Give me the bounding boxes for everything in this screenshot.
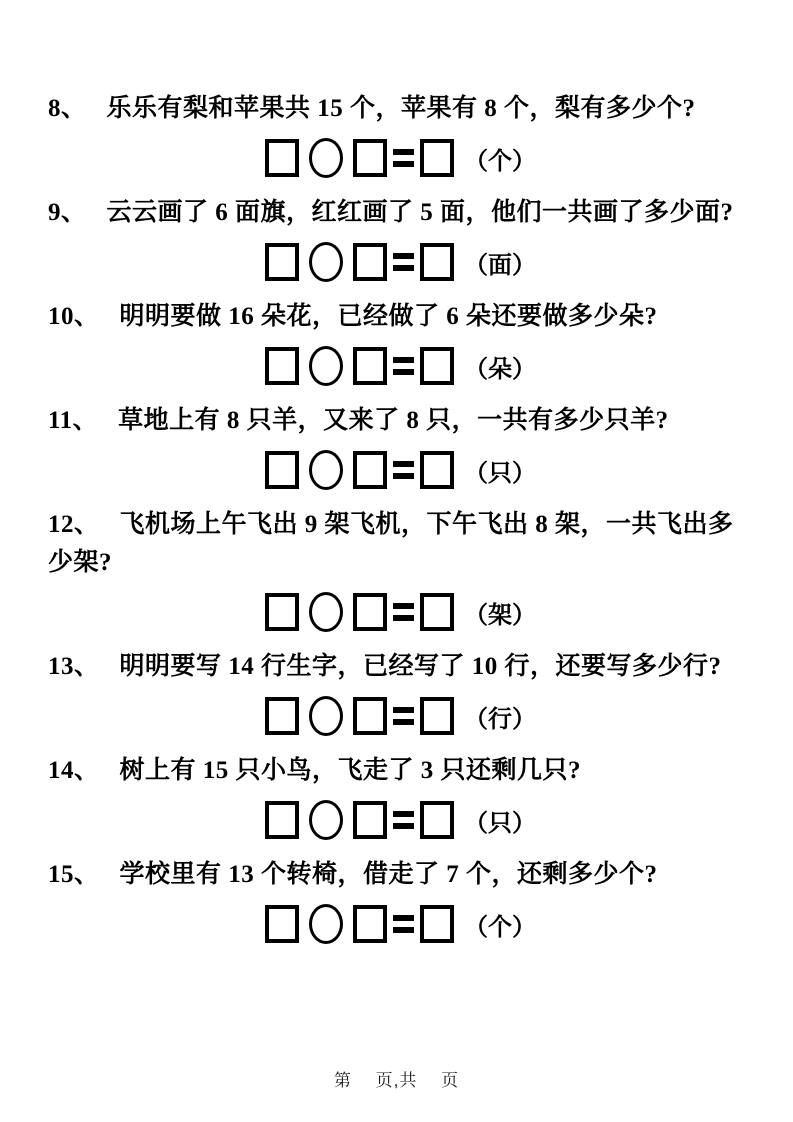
question-line <box>48 194 753 232</box>
equals-sign <box>393 811 414 829</box>
result-box[interactable] <box>420 697 454 735</box>
question-item <box>48 856 753 946</box>
unit-label: （只） <box>464 810 536 837</box>
operator-circle[interactable] <box>309 904 343 944</box>
answer-box-second[interactable] <box>353 801 387 839</box>
operator-circle[interactable] <box>309 346 343 386</box>
equals-sign <box>393 253 414 271</box>
answer-box-first[interactable] <box>265 697 299 735</box>
answer-box-first[interactable] <box>265 801 299 839</box>
answer-box-second[interactable] <box>353 593 387 631</box>
answer-box-first[interactable] <box>265 593 299 631</box>
question-number: 12、 <box>48 511 100 538</box>
unit-label: （个） <box>464 148 536 175</box>
answer-box-second[interactable] <box>353 697 387 735</box>
answer-equation <box>48 448 753 492</box>
question-item <box>48 648 753 738</box>
result-box[interactable] <box>420 243 454 281</box>
question-line <box>48 506 753 582</box>
answer-box-second[interactable] <box>353 905 387 943</box>
question-line <box>48 856 753 894</box>
answer-box-second[interactable] <box>353 451 387 489</box>
question-item <box>48 506 753 634</box>
question-text: 飞机场上午飞出 9 架飞机，下午飞出 8 架，一共飞出多少架? <box>48 511 734 576</box>
question-line <box>48 402 753 440</box>
result-box[interactable] <box>420 593 454 631</box>
equals-sign <box>393 707 414 725</box>
unit-label: （只） <box>464 460 536 487</box>
operator-circle[interactable] <box>309 696 343 736</box>
answer-box-first[interactable] <box>265 905 299 943</box>
answer-box-first[interactable] <box>265 451 299 489</box>
result-box[interactable] <box>420 801 454 839</box>
answer-box-first[interactable] <box>265 347 299 385</box>
result-box[interactable] <box>420 347 454 385</box>
question-number: 10、 <box>48 303 100 330</box>
answer-box-first[interactable] <box>265 243 299 281</box>
question-item <box>48 402 753 492</box>
question-line <box>48 298 753 336</box>
question-number: 15、 <box>48 861 100 888</box>
question-text: 树上有 15 只小鸟，飞走了 3 只还剩几只? <box>119 757 582 784</box>
result-box[interactable] <box>420 451 454 489</box>
equals-sign <box>393 603 414 621</box>
unit-label: （行） <box>464 706 536 733</box>
question-line <box>48 752 753 790</box>
question-number: 11、 <box>48 407 99 434</box>
answer-box-second[interactable] <box>353 243 387 281</box>
question-number: 14、 <box>48 757 100 784</box>
question-text: 明明要做 16 朵花，已经做了 6 朵还要做多少朵? <box>119 303 658 330</box>
question-text: 草地上有 8 只羊，又来了 8 只，一共有多少只羊? <box>118 407 669 434</box>
question-text: 学校里有 13 个转椅，借走了 7 个，还剩多少个? <box>119 861 658 888</box>
question-item <box>48 194 753 284</box>
result-box[interactable] <box>420 139 454 177</box>
question-line <box>48 90 753 128</box>
result-box[interactable] <box>420 905 454 943</box>
operator-circle[interactable] <box>309 138 343 178</box>
answer-equation <box>48 344 753 388</box>
question-text: 云云画了 6 面旗，红红画了 5 面，他们一共画了多少面? <box>106 199 734 226</box>
unit-label: （朵） <box>464 356 536 383</box>
equals-sign <box>393 915 414 933</box>
unit-label: （个） <box>464 914 536 941</box>
answer-equation <box>48 136 753 180</box>
equals-sign <box>393 357 414 375</box>
question-item <box>48 298 753 388</box>
answer-box-second[interactable] <box>353 347 387 385</box>
question-text: 明明要写 14 行生字，已经写了 10 行，还要写多少行? <box>119 653 722 680</box>
unit-label: （架） <box>464 602 536 629</box>
answer-equation <box>48 240 753 284</box>
answer-equation <box>48 694 753 738</box>
question-item <box>48 752 753 842</box>
question-item <box>48 90 753 180</box>
equals-sign <box>393 461 414 479</box>
question-line <box>48 648 753 686</box>
operator-circle[interactable] <box>309 592 343 632</box>
equals-sign <box>393 149 414 167</box>
page-footer: 第 页,共 页 <box>333 1071 460 1090</box>
answer-box-first[interactable] <box>265 139 299 177</box>
question-number: 8、 <box>48 95 87 122</box>
answer-equation <box>48 798 753 842</box>
answer-box-second[interactable] <box>353 139 387 177</box>
question-number: 13、 <box>48 653 100 680</box>
answer-equation <box>48 902 753 946</box>
answer-equation <box>48 590 753 634</box>
unit-label: （面） <box>464 252 536 279</box>
question-number: 9、 <box>48 199 87 226</box>
operator-circle[interactable] <box>309 450 343 490</box>
question-text: 乐乐有梨和苹果共 15 个，苹果有 8 个，梨有多少个? <box>106 95 696 122</box>
operator-circle[interactable] <box>309 242 343 282</box>
operator-circle[interactable] <box>309 800 343 840</box>
